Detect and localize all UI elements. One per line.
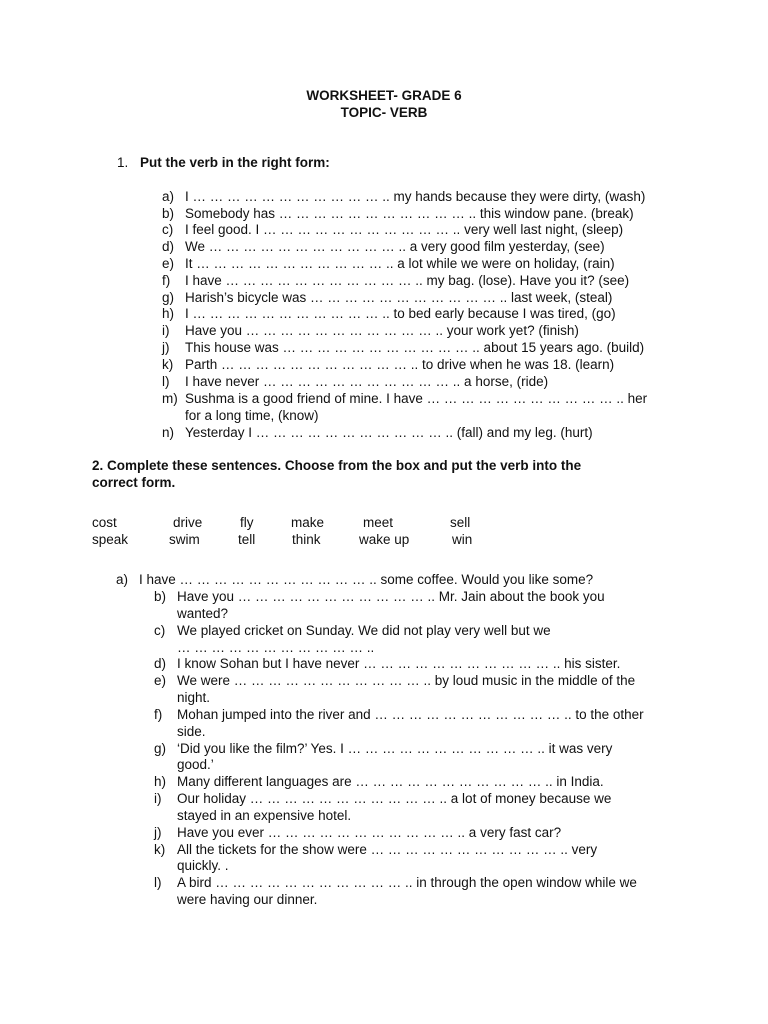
section2-heading-line2: correct form. [92, 475, 176, 490]
worksheet-topic: TOPIC- VERB [340, 105, 428, 120]
word-box-item: tell [238, 532, 256, 547]
section1-heading: Put the verb in the right form: [140, 155, 330, 170]
word-box-item: swim [169, 532, 200, 547]
word-box-item: sell [450, 515, 471, 530]
word-box-item: fly [240, 515, 254, 530]
word-box-item: wake up [359, 532, 410, 547]
word-box-item: think [292, 532, 321, 547]
word-box-item: speak [92, 532, 129, 547]
word-box-item: meet [363, 515, 394, 530]
section2-heading-line1: 2. Complete these sentences. Choose from the box and put the verb into the [92, 458, 582, 473]
worksheet-page: WORKSHEET- GRADE 6 TOPIC- VERB 1. Put the verb in the right form: a) I … … … … … … … … … … … .. my hands because they were dirty, (wash) b) Somebody has … … … … … … … … … … … .. this window pane. (break) c) I feel good. I … … … … … … … … … … … .. very well last night, (sleep) d) We … … … … … … … … … … … .. a very good film yesterday, (see) e) It … … … … … … … … … … … .. a lot while we were on holiday, (rain) f) I have … … … … … … … … … … … .. my bag. (lose). Have you it? (see) g) Harish’s bicycle was … … … … … … … … … … … .. last week, (steal) h) I … … … … … … … … … … … .. to bed early because I was tired, (go) i) Have you … … … … … … … … … … … .. your work yet? (finish) j) This house was … … … … … … … … … … … .. about 15 years ago. (build) k) Parth … … … … … … … … … … … .. to drive when he was 18. (learn) l) I have never … … … … … … … … … … … .. a horse, (ride) m) Sushma is a good friend of mine. I have … … … … … … … … … … … .. her for a long time, (know) n) Yesterday I … … … … … … … … … … … .. (fall) and my leg. (hurt) 2. Complete these sentences. Choose from the box and put the verb into the correct form. cost drive fly make meet sell speak swim tell think wake up win a) I have … … … … … … … … … … … .. some coffee. Would you like some? b) Have you … … … … … … … … … … … .. Mr. Jain about the book you wanted? c) We played cricket on Sunday. We did not play very well but we … … … … … … … … … … … .. d) I know Sohan but I have never … … … … … … … … … … … .. his sister. e) We were … … … … … … … … … … … .. by loud music in the middle of the night. f) Mohan jumped into the river and … … … … … … … … … … … .. to the other side. g) ‘Did you like the film?’ Yes. I … … … … … … … … … … … .. it was very good.’ h) Many different languages are … … … … … … … … … … … .. in India. i) Our holiday … … … … … … … … … … … .. a lot of money because we stayed in an expensive hotel. j) Have you ever … … … … … … … … … … … .. a very fast car? k) All the tickets for the show were … … … … … … … … … … … .. very quickly. . l) A bird … … … … … … … … … … … .. in through the open window while we were having our dinner. [0, 0, 768, 1024]
worksheet-title: WORKSHEET- GRADE 6 [306, 88, 462, 103]
word-box-item: win [452, 532, 473, 547]
word-box-item: drive [173, 515, 203, 530]
word-box-item: make [291, 515, 325, 530]
word-box-item: cost [92, 515, 117, 530]
section1-number: 1. [117, 155, 129, 170]
